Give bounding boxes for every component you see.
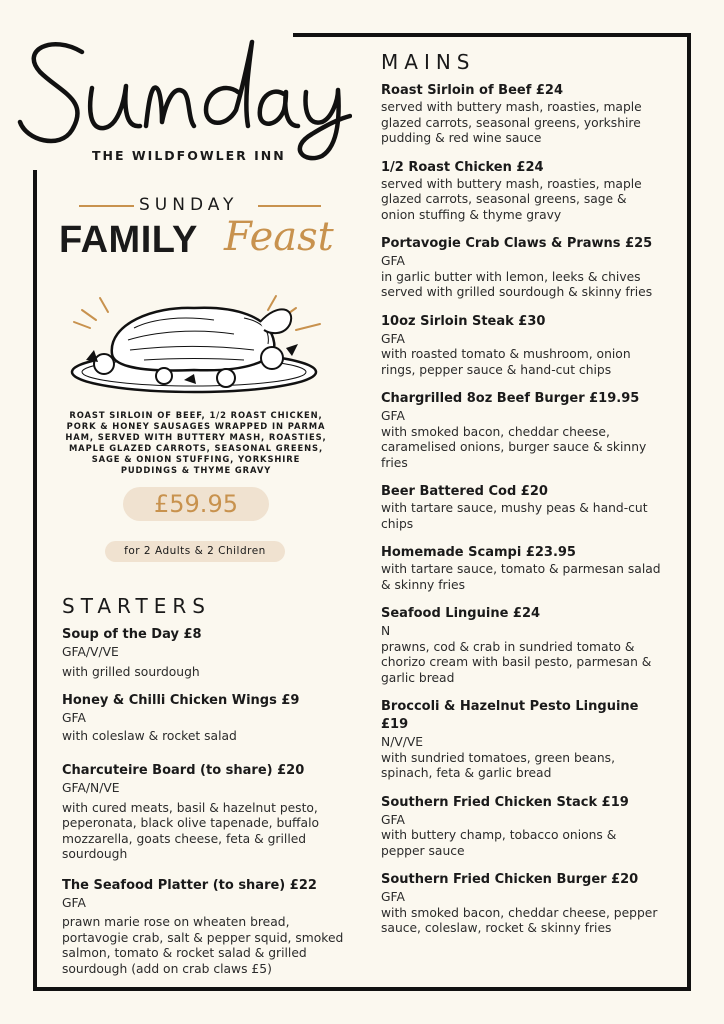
list-item (381, 313, 661, 379)
item-description: with cured meats, basil & hazelnut pesto, peperonata, black olive tapenade, buffalo mozzarella, goats cheese, feta & grilled sourdough (62, 800, 320, 861)
list-item (381, 235, 661, 301)
item-name: Beer Battered Cod £20 (381, 484, 548, 499)
list-item (381, 698, 661, 782)
item-description: prawns, cod & crab in sundried tomato & chorizo cream with basil pesto, parmesan & garlic bread (381, 639, 652, 685)
item-description: served with buttery mash, roasties, maple glazed carrots, seasonal greens, yorkshire pudding & red wine sauce (381, 100, 642, 145)
starters-heading: STARTERS (62, 594, 211, 618)
starters-list (62, 626, 352, 977)
feast-rule-right (258, 205, 321, 207)
list-item (381, 82, 661, 147)
item-dietary-tag: GFA (381, 812, 405, 827)
sunday-script-logo (12, 22, 352, 162)
list-item (381, 390, 661, 471)
item-description: with roasted tomato & mushroom, onion rings, pepper sauce & hand-cut chips (381, 347, 631, 377)
item-dietary-tag: N (381, 624, 391, 638)
item-dietary-tag: GFA (62, 895, 86, 910)
item-name: 10oz Sirloin Steak £30 (381, 313, 546, 329)
item-name: Chargrilled 8oz Beef Burger £19.95 (381, 391, 640, 406)
item-description: with sundried tomatoes, green beans, spinach, feta & garlic bread (381, 750, 615, 780)
item-name: Soup of the Day £8 (62, 627, 202, 642)
item-description: with tartare sauce, tomato & parmesan salad & skinny fries (381, 562, 661, 592)
feast-description: ROAST SIRLOIN OF BEEF, 1/2 ROAST CHICKEN, PORK & HONEY SAUSAGES WRAPPED IN PARMA HAM, SERVED WITH BUTTERY MASH, ROASTIES, MAPLE GLAZED CARROTS, SEASONAL GREENS, SAGE & ONION STUFFING, YORKSHIRE PUDDINGS & THYME GRAVY (65, 410, 327, 475)
list-item (381, 544, 661, 593)
item-description: with grilled sourdough (62, 664, 200, 679)
list-item (381, 605, 661, 686)
item-description: in garlic butter with lemon, leeks & chives served with grilled sourdough & skinny fries (381, 269, 653, 299)
feast-price-badge: £59.95 (123, 487, 269, 521)
frame-right-border (687, 33, 691, 991)
list-item (381, 159, 661, 224)
item-name: Homemade Scampi £23.95 (381, 545, 576, 560)
item-dietary-tag: GFA/N/VE (62, 781, 120, 795)
feast-sunday-label: SUNDAY (139, 195, 239, 215)
list-item (62, 762, 352, 863)
mains-heading: MAINS (381, 50, 476, 74)
list-item (62, 626, 352, 680)
item-name: The Seafood Platter (to share) £22 (62, 877, 317, 893)
inn-name: THE WILDFOWLER INN (92, 148, 286, 163)
item-name: Portavogie Crab Claws & Prawns £25 (381, 236, 653, 251)
item-dietary-tag: GFA (62, 711, 86, 725)
feast-people-badge: for 2 Adults & 2 Children (105, 541, 285, 562)
item-description: with smoked bacon, cheddar cheese, pepper sauce, coleslaw, rocket & skinny fries (381, 905, 658, 935)
item-name: Southern Fried Chicken Burger £20 (381, 872, 639, 887)
item-description: with buttery champ, tobacco onions & pepper sauce (381, 828, 617, 858)
item-description: served with buttery mash, roasties, maple glazed carrots, seasonal greens, sage & onion stuffing & thyme gravy (381, 176, 642, 222)
item-description: prawn marie rose on wheaten bread, portavogie crab, salt & pepper squid, smoked salmon, tomato & rocket salad & grilled sourdough (add on crab claws £5) (62, 915, 344, 976)
item-dietary-tag: GFA/V/VE (62, 645, 119, 659)
list-item (381, 871, 661, 937)
item-description: with coleslaw & rocket salad (62, 728, 237, 743)
item-dietary-tag: GFA (381, 331, 405, 346)
item-dietary-tag: GFA (381, 409, 405, 423)
list-item (381, 483, 661, 532)
list-item (62, 692, 352, 744)
item-name: Southern Fried Chicken Stack £19 (381, 794, 629, 810)
item-dietary-tag: N/V/VE (381, 735, 424, 749)
item-dietary-tag: GFA (381, 254, 405, 268)
item-dietary-tag: GFA (381, 890, 405, 904)
item-description: with tartare sauce, mushy peas & hand-cut chips (381, 501, 648, 531)
item-name: Charcuteire Board (to share) £20 (62, 763, 305, 778)
roast-chicken-illustration (64, 288, 326, 398)
item-description: with smoked bacon, cheddar cheese, caramelised onions, burger sauce & skinny fries (381, 424, 647, 470)
item-name: Seafood Linguine £24 (381, 606, 541, 621)
frame-top-border (293, 33, 690, 37)
list-item (62, 877, 352, 978)
item-name: Broccoli & Hazelnut Pesto Linguine £19 (381, 699, 639, 732)
frame-bottom-border (33, 987, 691, 991)
mains-list (381, 82, 661, 937)
feast-script-label: Feast (224, 214, 334, 260)
feast-rule-left (79, 205, 134, 207)
item-name: 1/2 Roast Chicken £24 (381, 159, 544, 175)
feast-family-label: FAMILY (59, 219, 198, 261)
list-item (381, 794, 661, 860)
frame-left-border (33, 170, 37, 991)
item-name: Honey & Chilli Chicken Wings £9 (62, 693, 300, 708)
item-name: Roast Sirloin of Beef £24 (381, 83, 564, 98)
